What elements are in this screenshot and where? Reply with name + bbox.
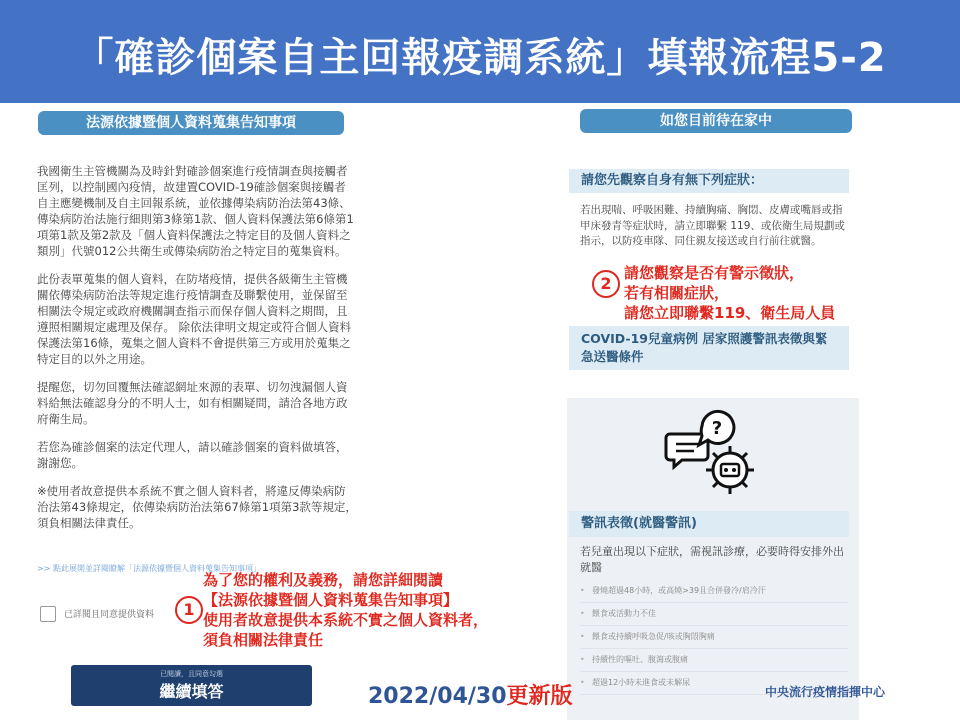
symptom-heading: 請您先觀察自身有無下列症狀： [569,169,849,193]
annotation-line: 請您立即聯繫119、衛生局人員 [624,304,836,322]
continue-button-sublabel: 已閱讀，且同意勾選 [160,670,223,678]
continue-button[interactable] [71,665,312,706]
notice-paragraph: ※使用者故意提供本系統不實之個人資料者，將違反傳染病防治法第43條規定，依傳染病防治法第67條第1項第3款等規定，須負相關法律責任。 [37,484,357,530]
annotation-note-2 [624,263,835,323]
alert-text: 若兒童出現以下症狀，需視訊診療，必要時得安排外出就醫 [580,545,844,574]
stay-home-title: 如您目前待在家中 [580,109,852,133]
header-banner [0,0,960,103]
legal-notice-text [37,163,357,543]
page-title: 「確診個案自主回報疫調系統」填報流程5-2 [73,35,887,81]
svg-text:?: ? [711,418,723,439]
step-badge-1: 1 [175,596,203,624]
annotation-line: 為了您的權利及義務，請您詳細閱讀 [203,571,444,589]
update-date: 2022/04/30 [368,684,507,709]
annotation-line: 若有相關症狀， [624,284,730,302]
symptom-text: 若出現喘、呼吸困難、持續胸痛、胸悶、皮膚或嘴唇或指甲床發青等症狀時，請立即聯繫 119、或依衛生局規劃或指示，以防疫車隊、同住親友接送或自行前往就醫。 [580,204,845,247]
annotation-line: 使用者故意提供本系統不實之個人資料者， [203,611,489,629]
alert-list [580,580,848,695]
organization-name: 中央流行疫情指揮中心 [765,685,886,699]
alert-list-item: • 超過12小時未進食或未解尿 [580,672,848,695]
alert-list-item: • 持續性的嘔吐、腹瀉或腹痛 [580,649,848,672]
consent-checkbox[interactable] [40,606,56,622]
update-date-label [368,679,573,710]
notice-paragraph: 此份表單蒐集的個人資料，在防堵疫情，提供各級衛生主管機關依傳染病防治法等規定進行疫情調查及聯繫使用，並保留至相關法令規定或政府機關調查指示而保存個人資料之期間，且遵照相關規定處理及保存。 除依法律明文規定或符合個人資料保護法第16條，蒐集之個人資料不會提供第三方或用於蒐集之特定目的以外之用途。 [37,272,352,366]
notice-paragraph: 我國衛生主管機關為及時針對確診個案進行疫情調查與接觸者匡列，以控制國內疫情，故建置COVID-19確診個案與接觸者自主應變機制及自主回報系統，並依據傳染病防治法第43條、傳染病防治法施行細則第3條第1款、個人資料保護法第6條第1項第1款及第2款及「個人資料保護法之特定目的及個人資料之類別」代號012公共衛生或傳染病防治之特定目的蒐集資料。 [37,164,354,258]
consent-checkbox-label: 已詳閱且同意提供資料 [64,610,155,620]
annotation-line: 【法源依據暨個人資料蒐集告知事項】 [203,591,459,609]
alert-list-item: • 發燒超過48小時，或高燒>39且合併發冷/肩冷汗 [580,580,848,603]
step-badge-2: 2 [592,270,620,298]
virus-icon [700,440,760,500]
continue-button-label: 繼續填答 [159,682,224,701]
alert-list-item: • 餵食或持續呼吸急促/咳或胸悶胸痛 [580,626,848,649]
notice-paragraph: 若您為確診個案的法定代理人，請以確診個案的資料做填答，謝謝您。 [37,440,348,470]
alert-heading: 警訊表徵(就醫警訊) [569,511,849,537]
expand-detail-link[interactable]: >> 點此展開並詳閱瞭解「法源依據暨個人資料蒐集告知事項」 [37,564,261,573]
notice-paragraph: 提醒您，切勿回覆無法確認網址來源的表單、切勿洩漏個人資料給無法確認身分的不明人士，如有相關疑問，請洽各地方政府衛生局。 [37,380,348,426]
update-suffix: 更新版 [506,684,573,709]
annotation-line: 須負相關法律責任 [203,631,324,649]
annotation-note-1 [203,570,488,650]
alert-list-item: • 餵食或活動力不佳 [580,603,848,626]
legal-notice-title: 法源依據暨個人資料蒐集告知事項 [38,111,344,135]
annotation-line: 請您觀察是否有警示徵狀， [624,264,805,282]
covid-child-heading: COVID-19兒童病例 居家照護警訊表徵與緊急送醫條件 [569,326,849,370]
